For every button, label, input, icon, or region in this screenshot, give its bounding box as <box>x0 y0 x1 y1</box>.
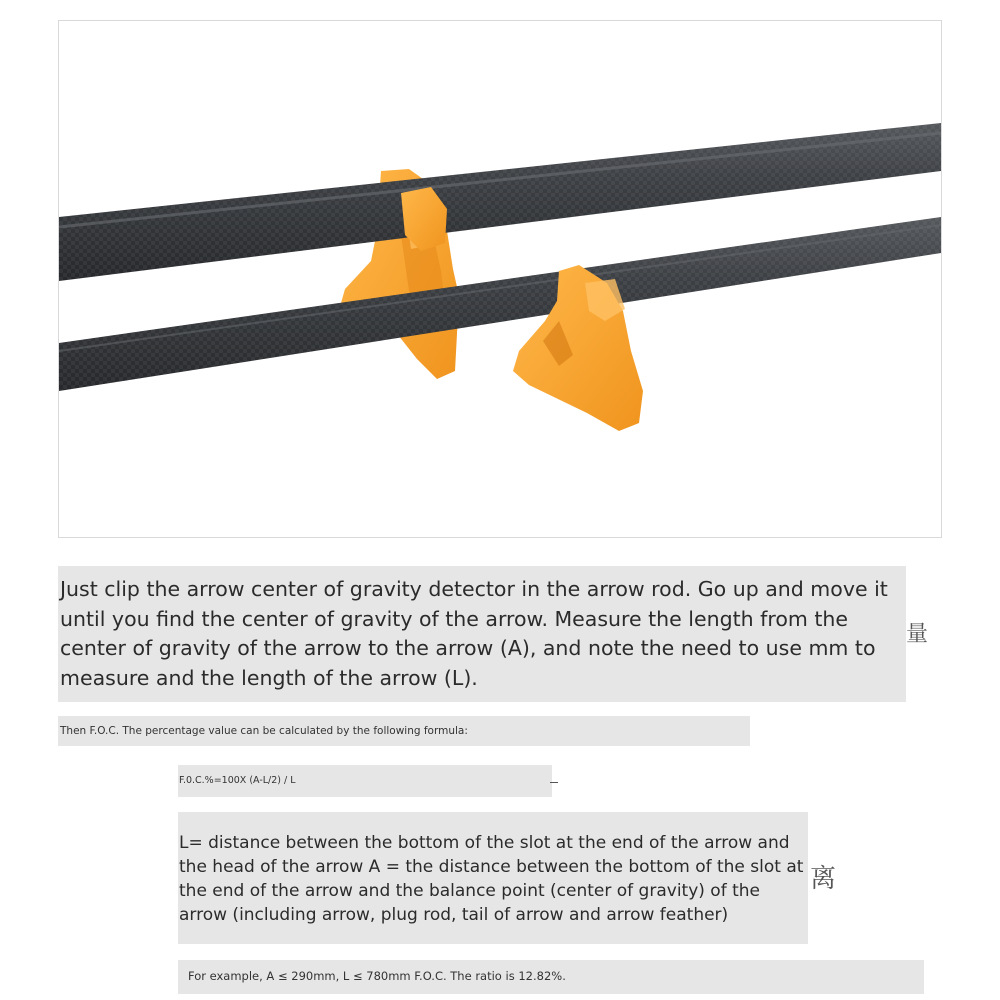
intro-paragraph: Just clip the arrow center of gravity detector in the arrow rod. Go up and move it until you find the center of gravity of the arrow. Measure the length from the center of gravity of the arrow to the arrow (A), and note the need to use mm to measure and the length of the arrow (L). <box>60 577 888 690</box>
arrow-balance-illustration <box>59 21 941 537</box>
foc-formula: F.0.C.%=100X (A-L/2) / L <box>179 775 296 786</box>
stray-glyph-intro: 量 <box>906 622 929 647</box>
definitions-paragraph: L= distance between the bottom of the slot at the end of the arrow and the head of the arrow A = the distance between the bottom of the slot at the end of the arrow and the balance point (center of gravity) of the arrow (including arrow, plug rod, tail of arrow and arrow feather) <box>179 833 804 925</box>
stray-dash <box>550 782 558 783</box>
formula-intro-text: Then F.O.C. The percentage value can be calculated by the following formula: <box>60 725 468 737</box>
product-photo <box>58 20 942 538</box>
example-text: For example, A ≤ 290mm, L ≤ 780mm F.O.C. The ratio is 12.82%. <box>188 969 566 983</box>
stray-glyph-definitions: 离 <box>810 864 837 894</box>
